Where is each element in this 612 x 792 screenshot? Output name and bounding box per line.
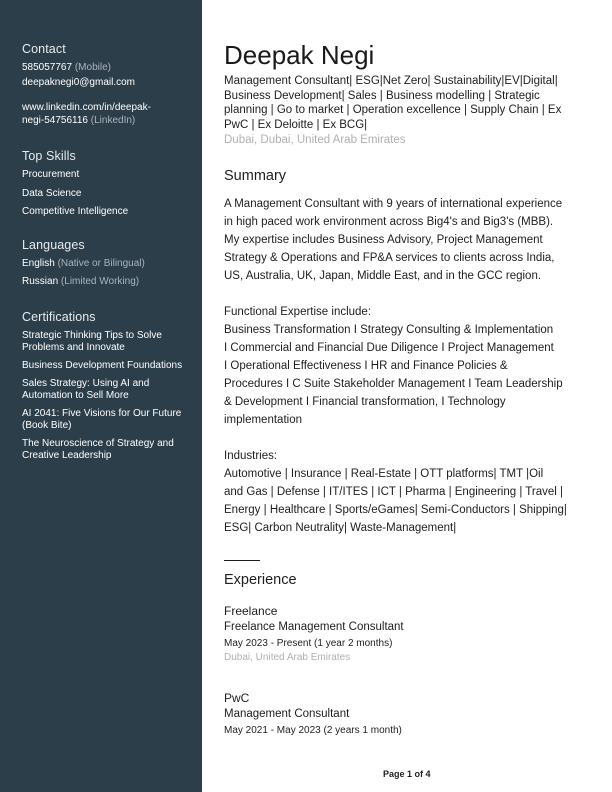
summary-line: My expertise includes Business Advisory, Project Management	[224, 234, 543, 246]
language-level: (Limited Working)	[60, 275, 140, 287]
certifications-heading: Certifications	[22, 310, 96, 324]
functional-line: & Development I Financial transformation, I Technology	[224, 396, 506, 408]
language-level: (Native or Bilingual)	[57, 258, 145, 269]
skill-item: Procurement	[22, 169, 80, 180]
experience-heading: Experience	[224, 572, 297, 588]
certification-line: The Neuroscience of Strategy and	[22, 438, 174, 449]
linkedin-url-line1[interactable]: www.linkedin.com/in/deepak-	[22, 102, 151, 113]
headline-line: PwC | Ex Deloitte | Ex BCG|	[224, 118, 368, 131]
certification-line: Problems and Innovate	[22, 342, 125, 353]
certification-line: Strategic Thinking Tips to Solve	[22, 330, 162, 341]
language-item	[22, 276, 194, 289]
summary-line: in high paced work environment across Big4's and Big3's (MBB).	[224, 216, 554, 228]
certification-line: AI 2041: Five Visions for Our Future	[22, 408, 182, 419]
languages-heading: Languages	[22, 238, 85, 252]
contact-heading: Contact	[22, 42, 66, 56]
contact-phone	[22, 62, 194, 75]
linkedin-type: (LinkedIn)	[90, 114, 136, 126]
phone-number: 585057767	[22, 62, 73, 73]
summary-heading: Summary	[224, 168, 287, 184]
skill-item: Data Science	[22, 187, 82, 199]
summary-line: A Management Consultant with 9 years of international experience	[224, 198, 563, 210]
language-item	[22, 258, 194, 271]
contact-linkedin[interactable]	[22, 102, 194, 127]
experience-company: Freelance	[224, 604, 278, 618]
experience-title: Management Consultant	[224, 708, 350, 720]
functional-line: Procedures I C Suite Stakeholder Management I Team Leadership	[224, 378, 563, 390]
profile-headline	[224, 74, 580, 132]
summary-line: Strategy & Operations and FP&A services to clients across India,	[224, 252, 555, 264]
section-divider	[224, 560, 260, 561]
contact-section	[22, 42, 194, 127]
skills-section	[22, 149, 194, 224]
certification-line: Creative Leadership	[22, 450, 112, 461]
certification-line: Business Development Foundations	[22, 360, 183, 371]
phone-type: (Mobile)	[74, 62, 111, 73]
profile-name: Deepak Negi	[224, 40, 375, 70]
experience-dates: May 2023 - Present (1 year 2 months)	[224, 638, 393, 649]
contact-email[interactable]: deepaknegi0@gmail.com	[22, 76, 135, 88]
page-number: Page 1 of 4	[383, 769, 431, 779]
summary-text	[224, 195, 582, 285]
languages-section	[22, 238, 194, 293]
profile-location: Dubai, Dubai, United Arab Emirates	[224, 134, 406, 146]
certification-line: Sales Strategy: Using AI and	[22, 378, 150, 389]
certification-item	[22, 378, 194, 402]
certifications-section	[22, 310, 194, 468]
summary-line: US, Australia, UK, Japan, Middle East, and in the GCC region.	[224, 270, 542, 282]
headline-line: Business Development| Sales | Business modelling | Strategic	[224, 89, 540, 102]
headline-line: planning | Go to market | Operation excellence | Supply Chain | Ex	[224, 104, 562, 116]
functional-line: implementation	[224, 414, 302, 426]
language-name: Russian	[22, 275, 59, 287]
certification-item	[22, 408, 194, 432]
industries-line: Energy | Healthcare | Sports/eGames| Semi-Conductors | Shipping|	[224, 504, 567, 516]
functional-line: I Operational Effectiveness I HR and Finance Policies &	[224, 360, 508, 372]
experience-dates: May 2021 - May 2023 (2 years 1 month)	[224, 725, 402, 736]
industries	[224, 447, 582, 537]
experience-title: Freelance Management Consultant	[224, 621, 404, 633]
skills-heading: Top Skills	[22, 149, 76, 163]
certification-item	[22, 360, 194, 372]
certification-item	[22, 438, 194, 462]
certification-item	[22, 330, 194, 354]
industries-line: Automotive | Insurance | Real-Estate | OTT platforms| TMT |Oil	[224, 468, 544, 480]
sidebar	[0, 0, 202, 792]
functional-line: Functional Expertise include:	[224, 306, 372, 318]
functional-line: Business Transformation I Strategy Consulting & Implementation	[224, 324, 554, 336]
functional-line: I Commercial and Financial Due Diligence I Project Management	[224, 342, 554, 354]
functional-expertise	[224, 303, 582, 429]
linkedin-url-line2[interactable]: negi-54756116	[22, 114, 88, 126]
certification-line: (Book Bite)	[22, 420, 72, 431]
industries-line: ESG| Carbon Neutrality| Waste-Management|	[224, 522, 457, 534]
headline-line: Management Consultant| ESG|Net Zero| Sustainability|EV|Digital|	[224, 75, 558, 87]
certification-line: Automation to Sell More	[22, 390, 129, 401]
experience-location: Dubai, United Arab Emirates	[224, 652, 351, 663]
experience-company: PwC	[224, 691, 250, 705]
industries-line: Industries:	[224, 450, 278, 462]
industries-line: and Gas | Defense | IT/ITES | ICT | Pharma | Engineering | Travel |	[224, 486, 564, 498]
skill-item: Competitive Intelligence	[22, 206, 129, 217]
language-name: English	[22, 258, 55, 269]
